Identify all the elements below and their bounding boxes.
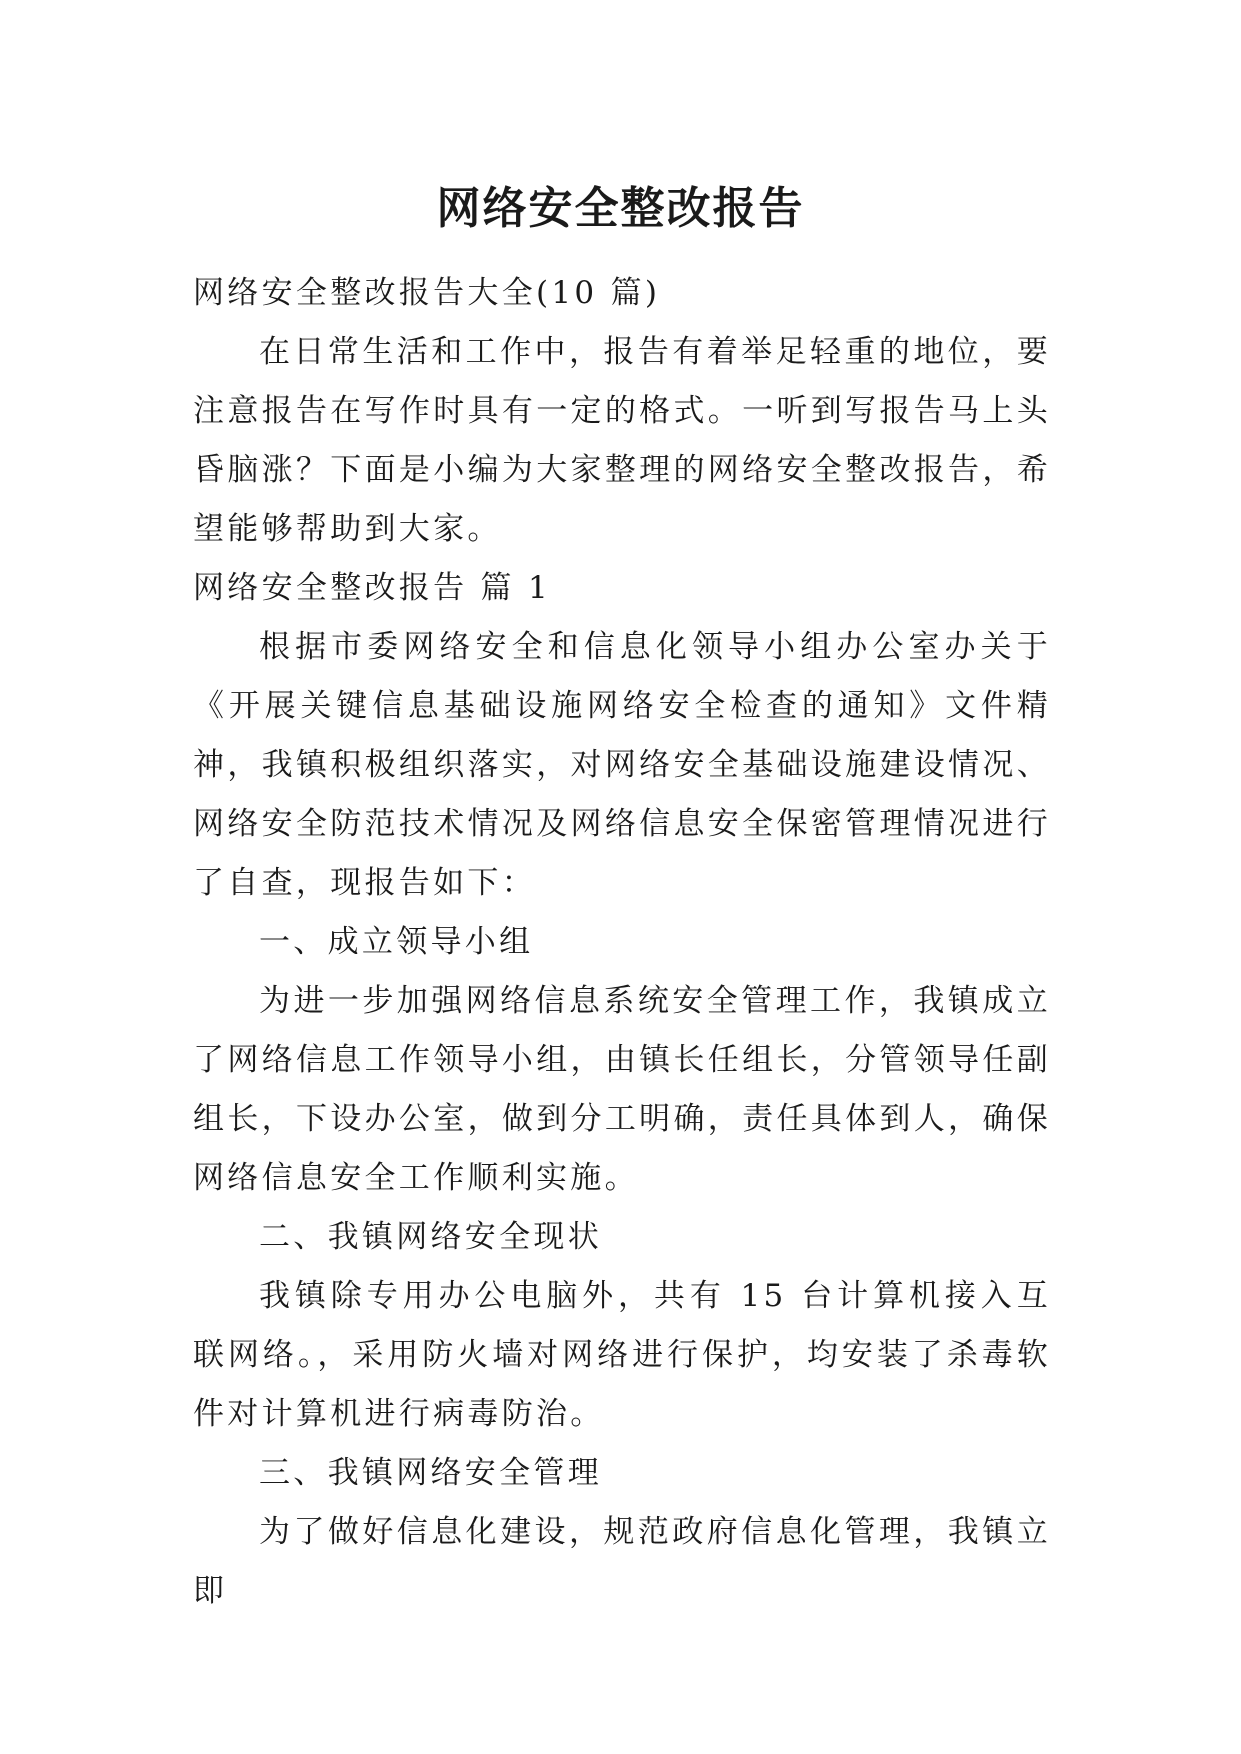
section-heading: 一、成立领导小组	[259, 924, 534, 960]
body-paragraph: 为进一步加强网络信息系统安全管理工作，我镇成立了网络信息工作领导小组，由镇长任组长，分管领导任副组长，下设办公室，做到分工明确，责任具体到人，确保网络信息安全工作顺利实施。	[193, 983, 1051, 1196]
subtitle-line: 网络安全整改报告大全(10 篇)	[193, 275, 661, 311]
body-paragraph: 为了做好信息化建设，规范政府信息化管理，我镇立即	[193, 1514, 1051, 1609]
intro-paragraph: 在日常生活和工作中，报告有着举足轻重的地位，要注意报告在写作时具有一定的格式。一听到写报告马上头昏脑涨？下面是小编为大家整理的网络安全整改报告，希望能够帮助到大家。	[193, 334, 1051, 547]
section-heading: 二、我镇网络安全现状	[259, 1219, 602, 1255]
section-heading-part1: 网络安全整改报告 篇 1	[193, 570, 552, 606]
section-heading: 三、我镇网络安全管理	[259, 1455, 602, 1491]
document-title: 网络安全整改报告	[436, 183, 805, 235]
document-body	[193, 264, 1051, 1621]
body-paragraph: 根据市委网络安全和信息化领导小组办公室办关于《开展关键信息基础设施网络安全检查的通知》文件精神，我镇积极组织落实，对网络安全基础设施建设情况、网络安全防范技术情况及网络信息安全保密管理情况进行了自查，现报告如下：	[193, 629, 1051, 901]
body-paragraph: 我镇除专用办公电脑外，共有 15 台计算机接入互联网络。，采用防火墙对网络进行保护，均安装了杀毒软件对计算机进行病毒防治。	[193, 1278, 1051, 1432]
